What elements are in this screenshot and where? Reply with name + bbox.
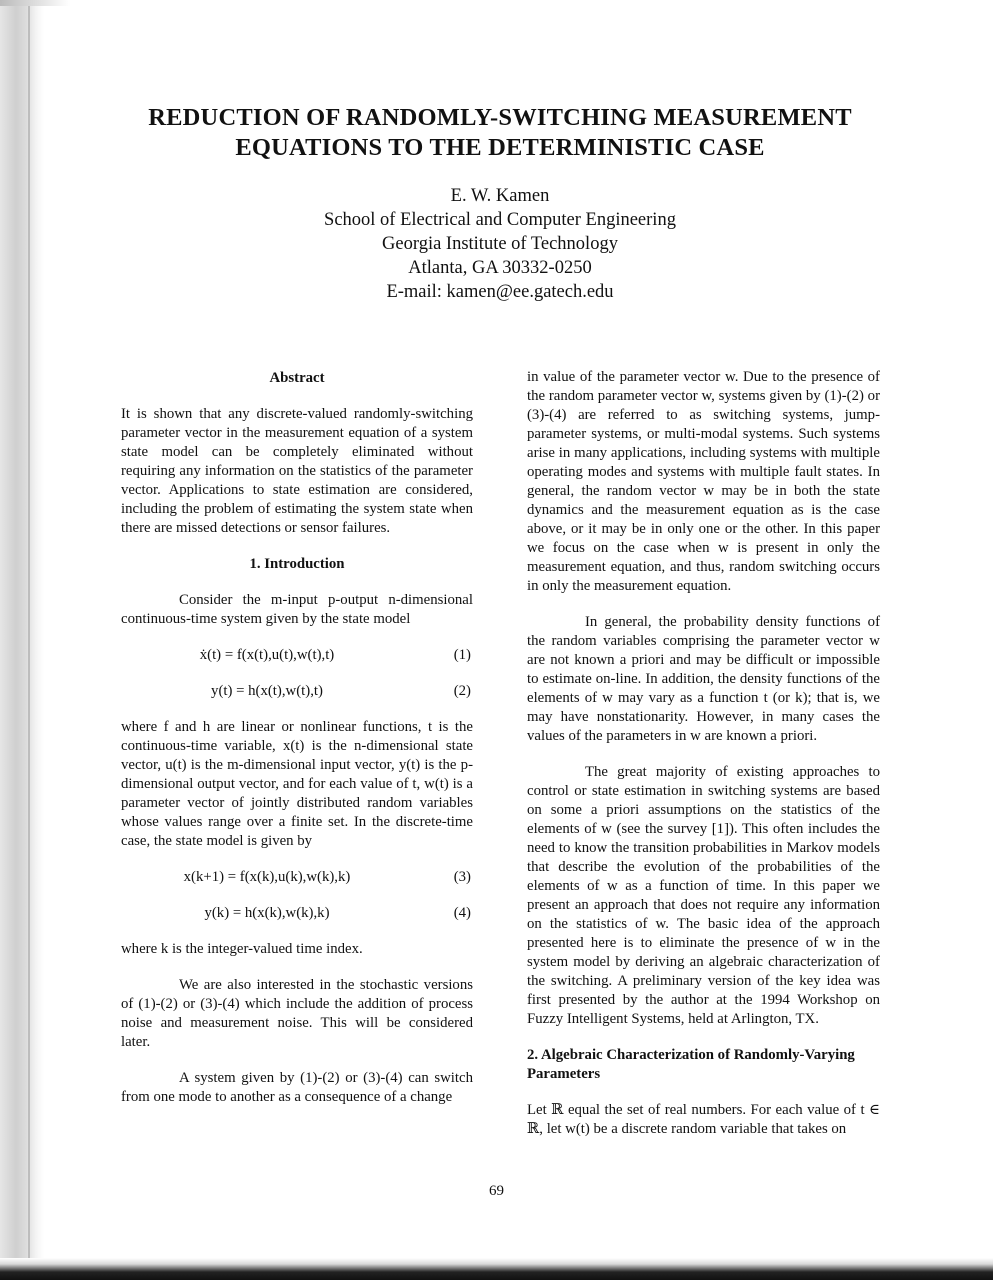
right-paragraph-1: in value of the parameter vector w. Due to the presence of the random parameter vector w, systems given by (1)-(2) or (3)-(4) are referred to as switching systems, jump-parameter systems, or multi-modal systems. Such systems arise in many applications, including systems with multiple operating modes and systems with multiple fault states. In general, the random vector w may be in both the state dynamics and the measurement equation as is the case above, or it may be in only one or the other. In this paper we focus on the case when w is present in only the measurement equation, and thus, random switching occurs in only the measurement equation.	[527, 369, 880, 594]
author-name: E. W. Kamen	[450, 186, 550, 206]
scan-corner-mark	[0, 0, 70, 6]
title-line-1: REDUCTION OF RANDOMLY-SWITCHING MEASUREMENT	[148, 104, 852, 131]
equation-4	[121, 904, 473, 923]
equation-3-number: (3)	[453, 869, 471, 885]
scan-shadow-left	[0, 0, 44, 1280]
title-line-2: EQUATIONS TO THE DETERMINISTIC CASE	[235, 134, 765, 161]
author-email: E-mail: kamen@ee.gatech.edu	[386, 282, 614, 302]
intro-paragraph-4: We are also interested in the stochastic versions of (1)-(2) or (3)-(4) which include the addition of process noise and measurement noise. This will be considered later.	[121, 977, 473, 1050]
paper-title	[100, 103, 900, 163]
equation-1-number: (1)	[453, 647, 471, 663]
equation-4-number: (4)	[453, 905, 471, 921]
right-paragraph-4: Let ℝ equal the set of real numbers. For each value of t ∈ ℝ, let w(t) be a discrete random variable that takes on	[527, 1102, 880, 1137]
page-number: 69	[489, 1183, 504, 1199]
equation-1	[121, 646, 473, 665]
author-block	[200, 184, 800, 304]
intro-paragraph-5: A system given by (1)-(2) or (3)-(4) can switch from one mode to another as a consequence of a change	[121, 1070, 473, 1105]
equation-3-expression: x(k+1) = f(x(k),u(k),w(k),k)	[183, 869, 351, 885]
equation-3	[121, 868, 473, 887]
equation-2-expression: y(t) = h(x(t),w(t),t)	[211, 683, 323, 699]
intro-paragraph-2: where f and h are linear or nonlinear functions, t is the continuous-time variable, x(t) is the n-dimensional state vector, u(t) is the m-dimensional input vector, y(t) is the p-dimensional output vector, and for each value of t, w(t) is a parameter vector of jointly distributed random variables whose values range over a finite set. In the discrete-time case, the state model is given by	[121, 719, 473, 849]
right-paragraph-3: The great majority of existing approaches to control or state estimation in switching systems are based on some a priori assumptions on the statistics of the elements of w (see the survey [1]). This often includes the need to know the transition probabilities in Markov models that describe the evolution of the probabilities of the elements of w as a function of time. In this paper we present an approach that does not require any information on the statistics of w. The basic idea of the approach presented here is to eliminate the presence of w in the system model by deriving an algebraic characterization of the switching. A preliminary version of the key idea was first presented by the author at the 1994 Workshop on Fuzzy Intelligent Systems, held at Arlington, TX.	[527, 764, 880, 1027]
equation-1-expression: ẋ(t) = f(x(t),u(t),w(t),t)	[199, 647, 335, 663]
left-column	[121, 368, 473, 1124]
scan-shadow-bottom	[0, 1258, 993, 1280]
affiliation-school: School of Electrical and Computer Engineering	[324, 210, 676, 230]
right-column	[527, 368, 880, 1156]
abstract-text: It is shown that any discrete-valued randomly-switching parameter vector in the measurement equation of a system state model can be completely eliminated without requiring any information on the statistics of the parameter vector. Applications to state estimation are considered, including the problem of estimating the system state when there are missed detections or sensor failures.	[121, 406, 473, 536]
equation-2	[121, 682, 473, 701]
affiliation-institute: Georgia Institute of Technology	[382, 234, 618, 254]
section-2-heading: 2. Algebraic Characterization of Randomly-Varying Parameters	[527, 1047, 855, 1082]
intro-paragraph-3: where k is the integer-valued time index.	[121, 941, 363, 957]
right-paragraph-2: In general, the probability density functions of the random variables comprising the parameter vector w are not known a priori and may be difficult or impossible to estimate on-line. In addition, the density functions of the elements of w may vary as a function t (or k); that is, we may have nonstationarity. However, in many cases the values of the parameters in w are known a priori.	[527, 614, 880, 744]
equation-4-expression: y(k) = h(x(k),w(k),k)	[204, 905, 330, 921]
abstract-heading: Abstract	[269, 370, 325, 386]
equation-2-number: (2)	[453, 683, 471, 699]
affiliation-address: Atlanta, GA 30332-0250	[408, 258, 592, 278]
intro-paragraph-1: Consider the m-input p-output n-dimensional continuous-time system given by the state model	[121, 592, 473, 627]
introduction-heading: 1. Introduction	[249, 556, 345, 572]
